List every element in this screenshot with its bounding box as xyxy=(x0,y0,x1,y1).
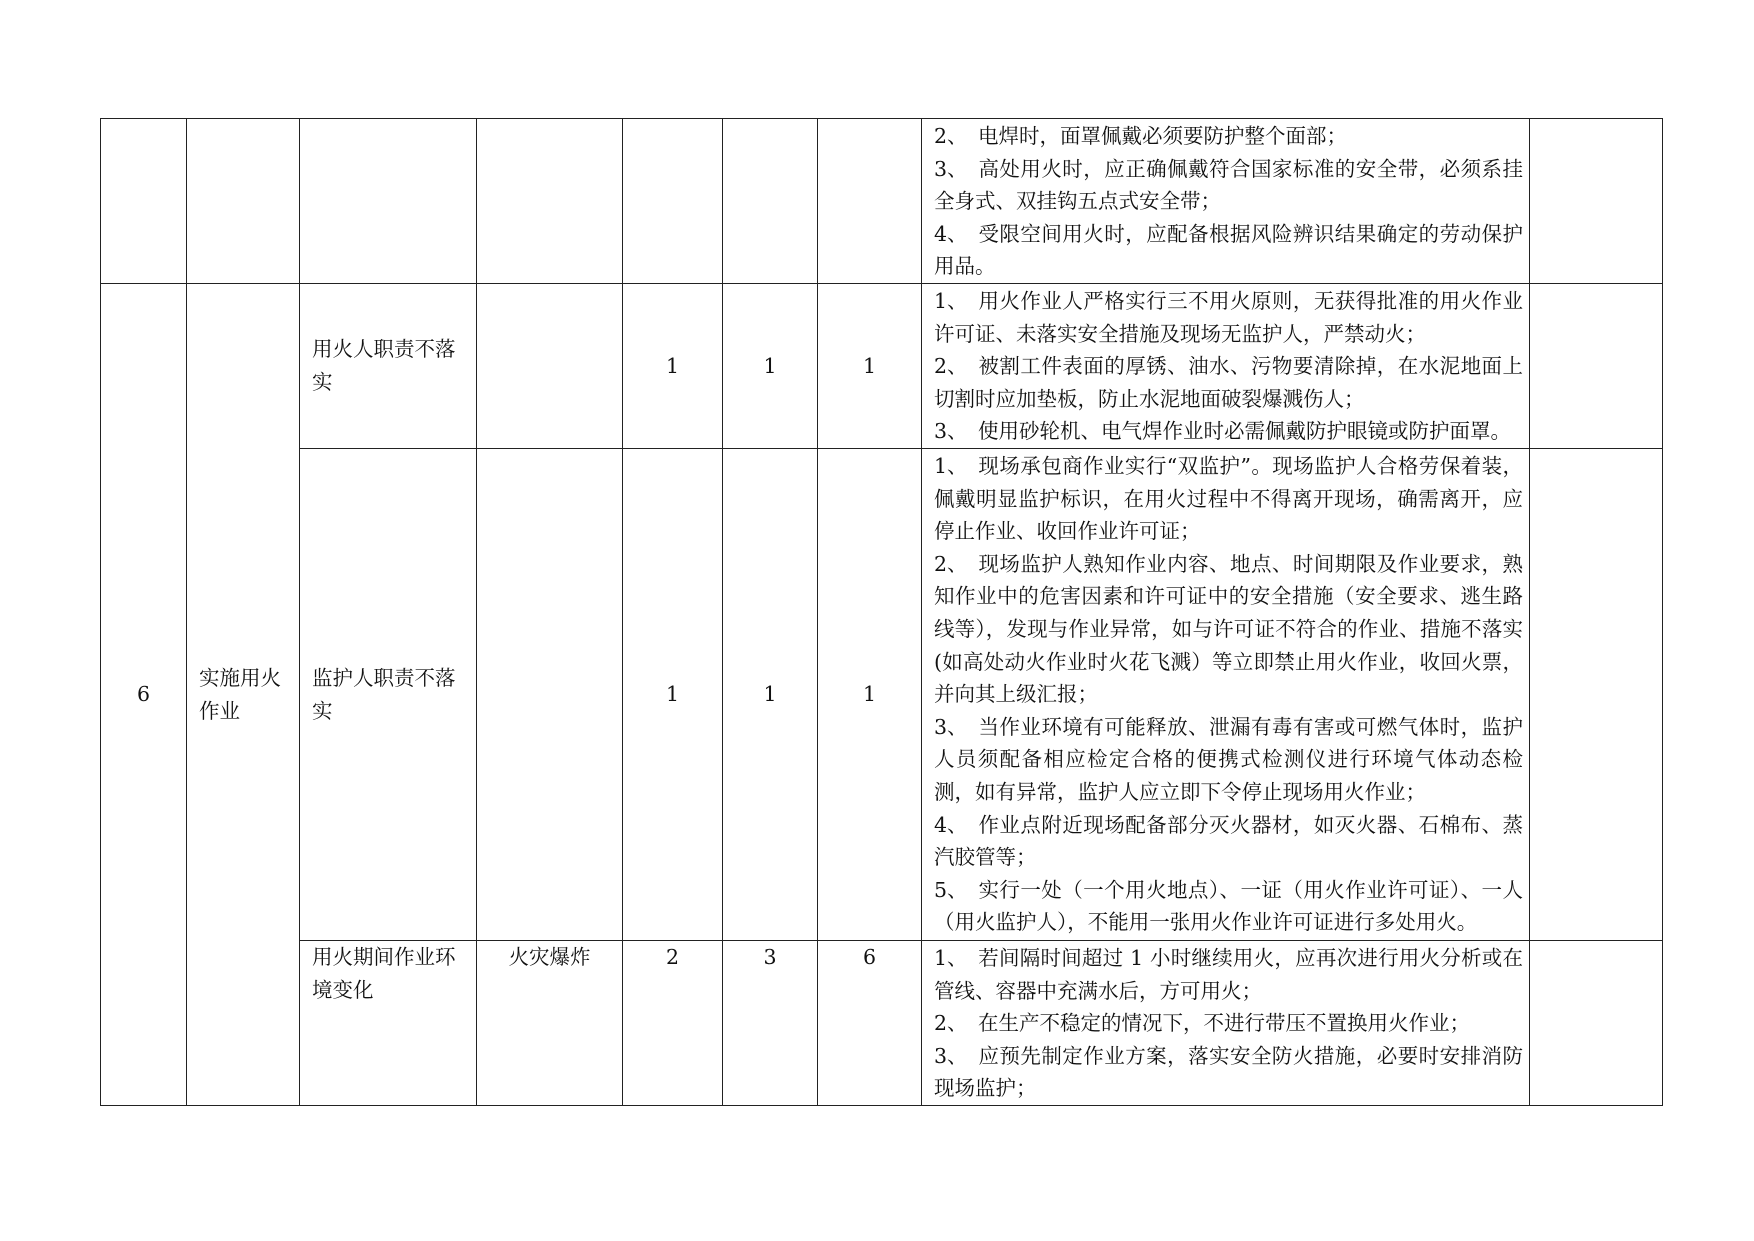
risk-assessment-table xyxy=(100,118,1663,1106)
hazard-cell: 用火期间作业环境变化 xyxy=(300,941,477,1106)
table-row-continued xyxy=(101,119,1663,284)
measure-item: 3、 高处用火时，应正确佩戴符合国家标准的安全带，必须系挂全身式、双挂钩五点式安全带； xyxy=(934,156,1523,214)
measure-item: 2、 在生产不稳定的情况下，不进行带压不置换用火作业； xyxy=(934,1011,1470,1036)
severity-cell xyxy=(723,119,818,284)
hazard-cell: 监护人职责不落实 xyxy=(300,449,477,941)
hazard-cell: 用火人职责不落实 xyxy=(300,284,477,449)
measure-item: 3、 应预先制定作业方案，落实安全防火措施，必要时安排消防现场监护； xyxy=(934,1043,1523,1101)
likelihood-cell: 2 xyxy=(623,941,723,1106)
likelihood-cell: 1 xyxy=(623,449,723,941)
severity-cell: 1 xyxy=(723,449,818,941)
measure-item: 1、 现场承包商作业实行“双监护”。现场监护人合格劳保着装，佩戴明显监护标识，在用火过程中不得离开现场，确需离开，应停止作业、收回作业许可证； xyxy=(934,454,1523,544)
table-row xyxy=(101,941,1663,1106)
measure-item: 2、 被割工件表面的厚锈、油水、污物要清除掉，在水泥地面上切割时应加垫板，防止水泥地面破裂爆溅伤人； xyxy=(934,354,1523,411)
likelihood-cell: 1 xyxy=(623,284,723,449)
remark-cell xyxy=(1530,119,1663,284)
remark-cell xyxy=(1530,284,1663,449)
measure-item: 1、 若间隔时间超过 1 小时继续用火，应再次进行用火分析或在管线、容器中充满水后，方可用火； xyxy=(934,946,1523,1003)
risk-cell: 1 xyxy=(818,449,922,941)
remark-cell xyxy=(1530,449,1663,941)
measures-cell xyxy=(922,449,1530,941)
measure-item: 3、 使用砂轮机、电气焊作业时必需佩戴防护眼镜或防护面罩。 xyxy=(934,419,1511,444)
hazard-cell xyxy=(300,119,477,284)
table-row xyxy=(101,449,1663,941)
no-cell xyxy=(101,119,187,284)
activity-cell xyxy=(187,119,300,284)
measure-item: 2、 电焊时，面罩佩戴必须要防护整个面部； xyxy=(934,124,1347,148)
table-row xyxy=(101,284,1663,449)
measures-cell xyxy=(922,284,1530,449)
activity-name: 实施用火作业 xyxy=(187,284,300,1106)
measure-item: 1、 用火作业人严格实行三不用火原则，无获得批准的用火作业许可证、未落实安全措施及现场无监护人，严禁动火； xyxy=(934,289,1523,346)
remark-cell xyxy=(1530,941,1663,1106)
measure-item: 2、 现场监护人熟知作业内容、地点、时间期限及作业要求，熟知作业中的危害因素和许可证中的安全措施（安全要求、逃生路线等），发现与作业异常，如与许可证不符合的作业、措施不落实(如高处动火作业时火花飞溅）等立即禁止用火作业，收回火票，并向其上级汇报； xyxy=(934,551,1523,707)
risk-cell: 6 xyxy=(818,941,922,1106)
likelihood-cell xyxy=(623,119,723,284)
consequence-cell xyxy=(477,119,623,284)
item-number: 6 xyxy=(101,284,187,1106)
measures-cell xyxy=(922,941,1530,1106)
consequence-cell: 火灾爆炸 xyxy=(477,941,623,1106)
risk-cell xyxy=(818,119,922,284)
measure-item: 5、 实行一处（一个用火地点）、一证（用火作业许可证）、一人（用火监护人），不能用一张用火作业许可证进行多处用火。 xyxy=(934,877,1523,935)
risk-cell: 1 xyxy=(818,284,922,449)
severity-cell: 3 xyxy=(723,941,818,1106)
measure-item: 4、 作业点附近现场配备部分灭火器材，如灭火器、石棉布、蒸汽胶管等； xyxy=(934,812,1523,870)
consequence-cell xyxy=(477,449,623,941)
measure-item: 4、 受限空间用火时，应配备根据风险辨识结果确定的劳动保护用品。 xyxy=(934,221,1523,279)
severity-cell: 1 xyxy=(723,284,818,449)
consequence-cell xyxy=(477,284,623,449)
measures-cell xyxy=(922,119,1530,284)
measure-item: 3、 当作业环境有可能释放、泄漏有毒有害或可燃气体时，监护人员须配备相应检定合格的便携式检测仪进行环境气体动态检测，如有异常，监护人应立即下令停止现场用火作业； xyxy=(934,714,1523,804)
